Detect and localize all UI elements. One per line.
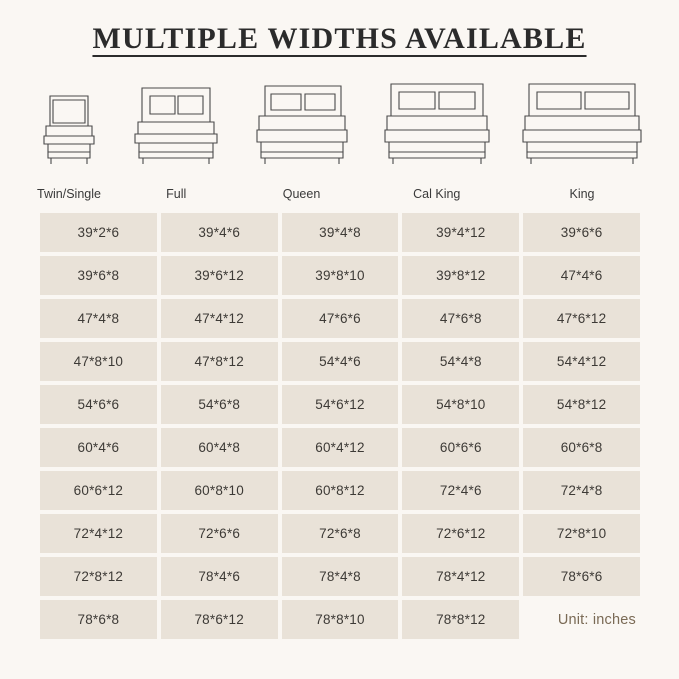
size-cell[interactable]: 78*4*12: [402, 557, 519, 596]
size-cell[interactable]: 60*6*6: [402, 428, 519, 467]
size-cell[interactable]: 72*8*12: [40, 557, 157, 596]
size-cell[interactable]: 60*8*12: [282, 471, 399, 510]
size-cell[interactable]: 39*6*8: [40, 256, 157, 295]
size-cell[interactable]: 54*8*12: [523, 385, 640, 424]
bed-illustrations-row: [0, 56, 679, 201]
size-cell[interactable]: 72*4*6: [402, 471, 519, 510]
size-cell[interactable]: 47*6*12: [523, 299, 640, 338]
size-cell[interactable]: 47*8*10: [40, 342, 157, 381]
size-cell[interactable]: 47*6*6: [282, 299, 399, 338]
size-cell[interactable]: 39*8*10: [282, 256, 399, 295]
size-cell[interactable]: 60*4*12: [282, 428, 399, 467]
size-cell[interactable]: 60*4*8: [161, 428, 278, 467]
size-cell[interactable]: 72*4*8: [523, 471, 640, 510]
size-cell[interactable]: 60*6*8: [523, 428, 640, 467]
bed-option-queen: [251, 78, 353, 201]
size-cell[interactable]: 78*4*8: [282, 557, 399, 596]
bed-full-icon: [130, 78, 222, 178]
size-cell[interactable]: 39*4*6: [161, 213, 278, 252]
bed-twin-icon: [36, 78, 102, 178]
size-cell[interactable]: 39*8*12: [402, 256, 519, 295]
size-cell[interactable]: 47*4*12: [161, 299, 278, 338]
bed-option-king: [521, 78, 643, 201]
size-cell[interactable]: 60*4*6: [40, 428, 157, 467]
size-cell[interactable]: 54*4*6: [282, 342, 399, 381]
bed-label-queen: Queen: [282, 187, 321, 201]
size-cell[interactable]: 78*8*12: [402, 600, 519, 639]
size-cell[interactable]: 72*6*6: [161, 514, 278, 553]
size-cell[interactable]: 78*6*6: [523, 557, 640, 596]
size-cell[interactable]: 54*6*6: [40, 385, 157, 424]
size-cell[interactable]: 39*4*12: [402, 213, 519, 252]
bed-label-twin: Twin/Single: [37, 187, 101, 201]
size-cell[interactable]: 39*2*6: [40, 213, 157, 252]
bed-king-icon: [521, 78, 643, 178]
size-cell[interactable]: 72*8*10: [523, 514, 640, 553]
size-cell[interactable]: 54*6*12: [282, 385, 399, 424]
bed-label-cal-king: Cal King: [413, 187, 461, 201]
size-cell[interactable]: 39*4*8: [282, 213, 399, 252]
size-cell[interactable]: 78*4*6: [161, 557, 278, 596]
size-cell[interactable]: 39*6*6: [523, 213, 640, 252]
bed-option-full: [130, 78, 222, 201]
size-cell[interactable]: 54*4*12: [523, 342, 640, 381]
bed-queen-icon: [251, 78, 353, 178]
bed-option-cal-king: [381, 78, 493, 201]
size-cell[interactable]: 47*4*6: [523, 256, 640, 295]
unit-note: Unit: inches: [557, 611, 636, 628]
size-cell[interactable]: 72*6*8: [282, 514, 399, 553]
size-cell[interactable]: 72*4*12: [40, 514, 157, 553]
bed-label-full: Full: [166, 187, 187, 201]
size-cell[interactable]: 54*8*10: [402, 385, 519, 424]
size-cell[interactable]: 60*6*12: [40, 471, 157, 510]
size-cell[interactable]: 47*8*12: [161, 342, 278, 381]
size-cell[interactable]: 72*6*12: [402, 514, 519, 553]
size-cell[interactable]: 47*4*8: [40, 299, 157, 338]
bed-option-twin: [36, 78, 102, 201]
size-cell[interactable]: 54*4*8: [402, 342, 519, 381]
size-cell[interactable]: 78*6*12: [161, 600, 278, 639]
size-cell[interactable]: 78*8*10: [282, 600, 399, 639]
bed-label-king: King: [569, 187, 595, 201]
size-cell[interactable]: 47*6*8: [402, 299, 519, 338]
size-cell[interactable]: 78*6*8: [40, 600, 157, 639]
size-cell[interactable]: 54*6*8: [161, 385, 278, 424]
size-cell[interactable]: 60*8*10: [161, 471, 278, 510]
page-title: MULTIPLE WIDTHS AVAILABLE: [92, 22, 587, 55]
bed-cal-king-icon: [381, 78, 493, 178]
size-grid: [40, 213, 640, 639]
size-cell[interactable]: 39*6*12: [161, 256, 278, 295]
